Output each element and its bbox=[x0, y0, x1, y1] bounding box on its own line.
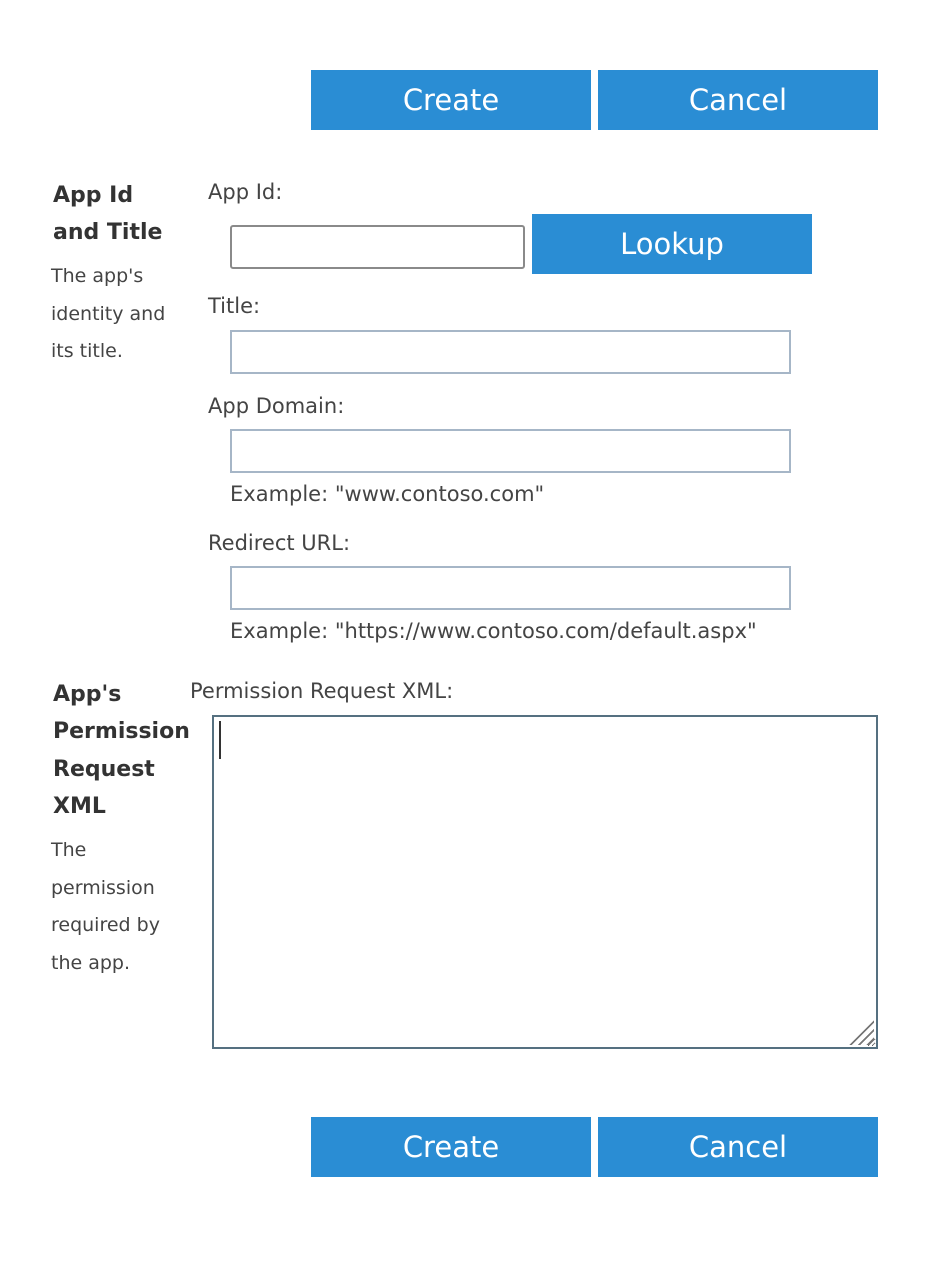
app-domain-input[interactable] bbox=[230, 429, 791, 473]
perm-section-title-line2: Permission bbox=[53, 719, 190, 744]
app-id-label: App Id: bbox=[208, 180, 283, 204]
permission-xml-textarea[interactable] bbox=[212, 715, 878, 1049]
app-section-title-line1: App Id bbox=[53, 183, 134, 208]
cancel-button-bottom[interactable]: Cancel bbox=[598, 1117, 878, 1177]
redirect-url-hint: Example: "https://www.contoso.com/default.aspx" bbox=[230, 619, 757, 643]
perm-section-title-line1: App's bbox=[53, 682, 122, 707]
perm-section-desc-line1: The bbox=[51, 839, 87, 861]
title-label: Title: bbox=[208, 294, 261, 318]
perm-section-desc-line4: the app. bbox=[51, 952, 131, 974]
app-domain-hint: Example: "www.contoso.com" bbox=[230, 482, 545, 506]
app-id-input[interactable] bbox=[230, 225, 525, 269]
redirect-url-input[interactable] bbox=[230, 566, 791, 610]
app-section-desc-line1: The app's bbox=[51, 265, 144, 287]
perm-section-title-line4: XML bbox=[53, 794, 106, 819]
lookup-button[interactable]: Lookup bbox=[532, 214, 812, 274]
cancel-button-top[interactable]: Cancel bbox=[598, 70, 878, 130]
app-section-desc-line2: identity and bbox=[51, 303, 166, 325]
perm-section-desc-line2: permission bbox=[51, 877, 155, 899]
create-button-bottom[interactable]: Create bbox=[311, 1117, 591, 1177]
redirect-url-label: Redirect URL: bbox=[208, 531, 351, 555]
perm-section-desc-line3: required by bbox=[51, 914, 160, 936]
app-domain-label: App Domain: bbox=[208, 394, 345, 418]
perm-section-title-line3: Request bbox=[53, 757, 155, 782]
create-button-top[interactable]: Create bbox=[311, 70, 591, 130]
app-section-title-line2: and Title bbox=[53, 220, 163, 245]
title-input[interactable] bbox=[230, 330, 791, 374]
app-section-desc-line3: its title. bbox=[51, 340, 123, 362]
permission-xml-label: Permission Request XML: bbox=[190, 679, 454, 703]
text-caret bbox=[219, 721, 221, 759]
